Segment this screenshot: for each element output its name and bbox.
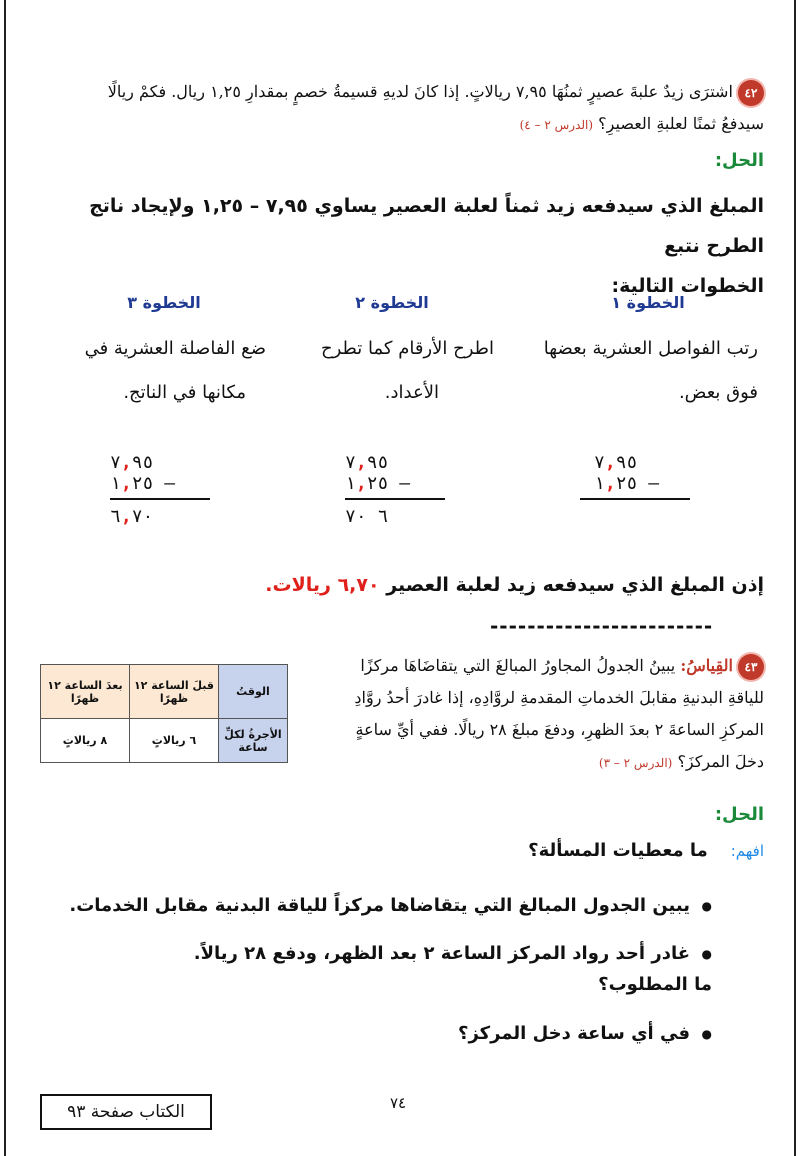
subtraction-line <box>580 498 690 500</box>
step-text-line: الأعداد. <box>384 382 439 403</box>
table-cell-before-noon: ٦ ريالاتٍ <box>129 719 218 763</box>
explanation-line: المبلغ الذي سيدفعه زيد ثمناً لعلبة العصير يساوي ٧,٩٥ – ١,٢٥ ولإيجاد ناتج الطرح نتبع <box>89 195 764 257</box>
question-42 <box>34 76 764 141</box>
step-3-computation <box>110 452 210 527</box>
table-row <box>41 719 288 763</box>
step-2-text <box>294 327 494 415</box>
subtrahend: ١,٢٥ – <box>110 473 176 494</box>
question-text: دخلَ المركزَ؟ <box>677 752 764 771</box>
question-text: سيدفعُ ثمنًا لعلبةِ العصيرِ؟ <box>598 114 764 133</box>
page-number: ٧٤ <box>390 1094 407 1112</box>
step-2-title: الخطوة ٢ <box>355 293 429 312</box>
step-2-computation <box>345 452 445 527</box>
minuend: ٧,٩٥ <box>110 452 154 473</box>
subtraction-line <box>345 498 445 500</box>
table-header-before-noon: قبلَ الساعة ١٢ ظهرًا <box>129 665 218 719</box>
required-question: ما المطلوب؟ <box>598 974 712 995</box>
question-43 <box>294 650 764 779</box>
table-header-after-noon: بعدَ الساعة ١٢ ظهرًا <box>41 665 130 719</box>
question-text: للياقةِ البدنيةِ مقابلَ الخدماتِ المقدمةِ لروَّادِهِ، إذا غادرَ أحدُ روَّادِ <box>354 688 764 707</box>
page-border-left <box>4 0 6 1156</box>
givens-list <box>32 882 712 978</box>
minuend: ٧,٩٥ <box>594 452 638 473</box>
required-list <box>32 1014 712 1054</box>
table-row-label: الأجرةُ لكلِّ ساعة <box>218 719 287 763</box>
section-divider: ------------------------ <box>490 614 714 638</box>
list-item: ● غادر أحد رواد المركز الساعة ٢ بعد الظهر، ودفع ٢٨ ريالاً. <box>32 930 712 978</box>
subtrahend: ١,٢٥ – <box>594 473 660 494</box>
lesson-reference: (الدرس ٢ – ٣) <box>598 756 673 770</box>
understand-label: افهم: <box>730 842 764 860</box>
question-42-line1 <box>34 76 764 108</box>
book-page-reference: الكتاب صفحة ٩٣ <box>40 1094 212 1130</box>
question-number-badge: ٤٢ <box>738 80 764 106</box>
question-number-badge: ٤٣ <box>738 654 764 680</box>
question-43-line4 <box>294 746 764 779</box>
question-42-line2 <box>34 108 764 141</box>
table-header-row <box>41 665 288 719</box>
step-3-title: الخطوة ٣ <box>127 293 201 312</box>
step-text-line: رتب الفواصل العشرية بعضها <box>543 338 758 359</box>
difference: ٦ ٧٠ <box>345 506 389 527</box>
list-item: ● يبين الجدول المبالغ التي يتقاضاها مركزاً للياقة البدنية مقابل الخدمات. <box>32 882 712 930</box>
question-text: يبينُ الجدولُ المجاورُ المبالغَ التي يتقاضَاهَا مركزًا <box>360 656 676 675</box>
solution-label: الحل: <box>714 150 764 171</box>
givens-question: ما معطيات المسألة؟ <box>528 840 708 861</box>
understand-row <box>34 840 764 861</box>
question-text: المركزِ الساعةَ ٢ بعدَ الظهرِ، ودفعَ مبلغَ ٢٨ ريالًا. ففي أيِّ ساعةٍ <box>355 720 764 739</box>
rates-table <box>40 664 288 763</box>
conclusion-value: ٦,٧٠ ريالات. <box>265 574 380 596</box>
step-text-line: ضع الفاصلة العشرية في <box>84 338 266 359</box>
page-border-right <box>794 0 796 1156</box>
step-1-text <box>514 327 758 415</box>
difference: ٦,٧٠ <box>110 506 154 527</box>
subtrahend: ١,٢٥ – <box>345 473 411 494</box>
question-43-line1 <box>294 650 764 682</box>
question-text: اشترَى زيدٌ علبةَ عصيرٍ ثمنُهَا ٧,٩٥ ريالاتٍ. إذا كانَ لديهِ قسيمةُ خصمٍ بمقدارِ ١,٢٥ ريال. فكمْ ريالًا <box>107 82 733 101</box>
step-3-text <box>60 327 266 415</box>
table-header-time: الوقتُ <box>218 665 287 719</box>
question-keyword: القِياسُ: <box>680 656 733 675</box>
conclusion-text: إذن المبلغ الذي سيدفعه زيد لعلبة العصير <box>386 574 764 596</box>
minuend: ٧,٩٥ <box>345 452 389 473</box>
step-1-computation <box>580 452 690 500</box>
conclusion <box>34 574 764 596</box>
step-text-line: فوق بعض. <box>678 382 758 403</box>
explanation-line: الخطوات التالية: <box>611 275 764 297</box>
table-cell-after-noon: ٨ ريالاتٍ <box>41 719 130 763</box>
list-item: ● في أي ساعة دخل المركز؟ <box>32 1014 712 1054</box>
step-1-title: الخطوة ١ <box>611 293 685 312</box>
subtraction-line <box>110 498 210 500</box>
lesson-reference: (الدرس ٢ – ٤) <box>519 118 594 132</box>
explanation <box>34 186 764 306</box>
step-text-line: اطرح الأرقام كما تطرح <box>320 338 494 359</box>
solution-label: الحل: <box>714 804 764 825</box>
step-text-line: مكانها في الناتج. <box>123 382 246 403</box>
